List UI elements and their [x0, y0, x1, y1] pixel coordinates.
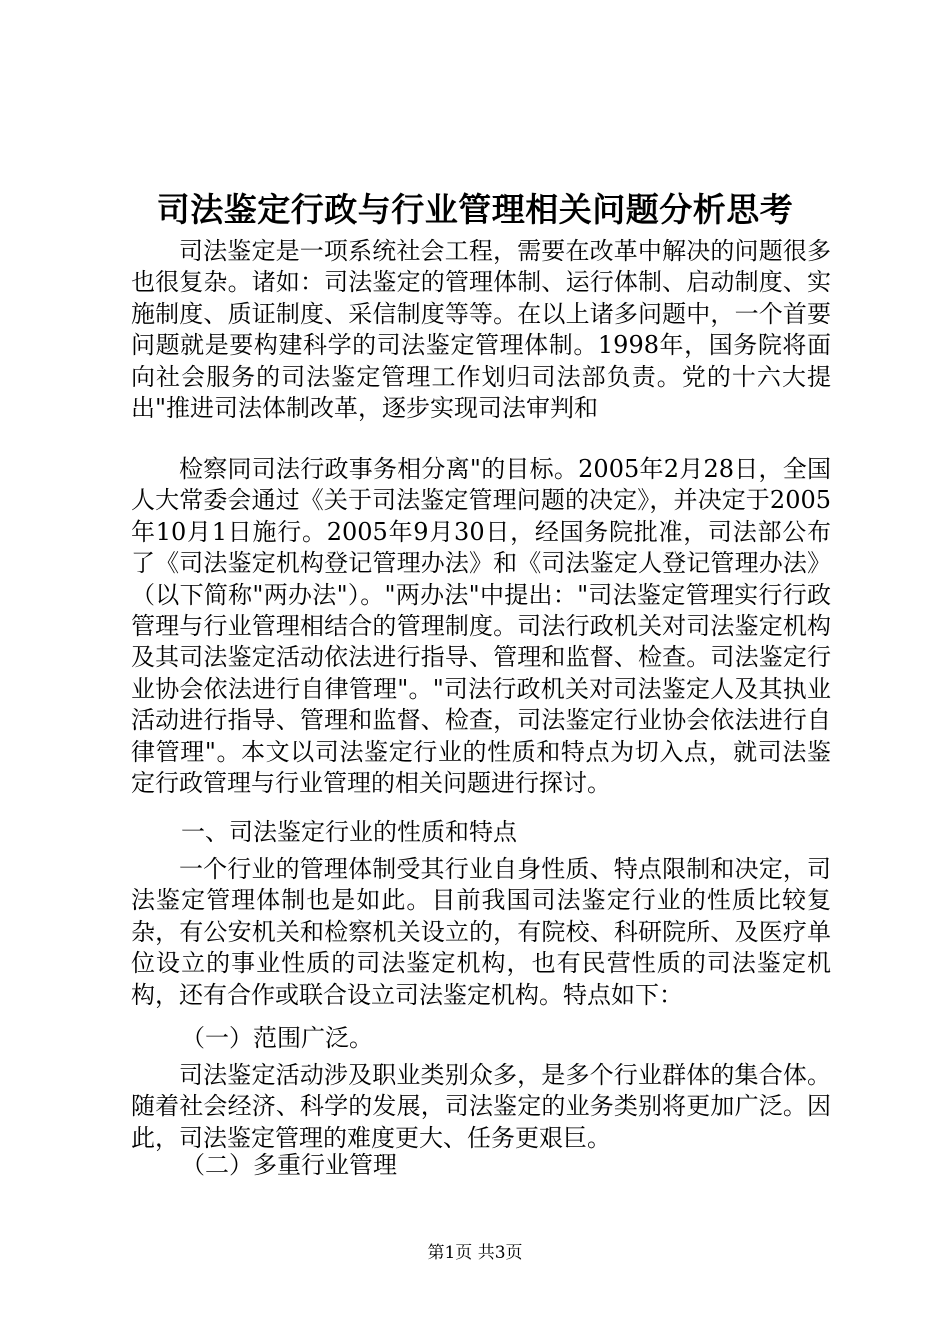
paragraph-4: 司法鉴定活动涉及职业类别众多，是多个行业群体的集合体。随着社会经济、科学的发展，司法鉴定的业务类别将更加广泛。因此，司法鉴定管理的难度更大、任务更艰巨。 [131, 1061, 831, 1152]
subheading-scope: （一）范围广泛。 [181, 1024, 373, 1052]
paragraph-3: 一个行业的管理体制受其行业自身性质、特点限制和决定，司法鉴定管理体制也是如此。目前我国司法鉴定行业的性质比较复杂，有公安机关和检察机关设立的，有院校、科研院所、及医疗单位设立的事业性质的司法鉴定机构，也有民营性质的司法鉴定机构，还有合作或联合设立司法鉴定机构。特点如下： [131, 855, 831, 1009]
section-heading: 一、司法鉴定行业的性质和特点 [181, 818, 517, 846]
page-footer: 第1页 共3页 [427, 1243, 523, 1263]
paragraph-1: 司法鉴定是一项系统社会工程，需要在改革中解决的问题很多也很复杂。诸如：司法鉴定的管理体制、运行体制、启动制度、实施制度、质证制度、采信制度等等。在以上诸多问题中，一个首要问题就是要构建科学的司法鉴定管理体制。1998年，国务院将面向社会服务的司法鉴定管理工作划归司法部负责。党的十六大提出"推进司法体制改革，逐步实现司法审判和 [131, 237, 831, 423]
subheading-management: （二）多重行业管理 [181, 1151, 397, 1179]
paragraph-2: 检察同司法行政事务相分离"的目标。2005年2月28日，全国人大常委会通过《关于司法鉴定管理问题的决定》，并决定于2005年10月1日施行。2005年9月30日，经国务院批准，司法部公布了《司法鉴定机构登记管理办法》和《司法鉴定人登记管理办法》（以下简称"两办法"）。"两办法"中提出："司法鉴定管理实行行政管理与行业管理相结合的管理制度。司法行政机关对司法鉴定机构及其司法鉴定活动依法进行指导、管理和监督、检查。司法鉴定行业协会依法进行自律管理"。"司法行政机关对司法鉴定人及其执业活动进行指导、管理和监督、检查，司法鉴定行业协会依法进行自律管理"。本文以司法鉴定行业的性质和特点为切入点，就司法鉴定行政管理与行业管理的相关问题进行探讨。 [131, 455, 831, 798]
document-title: 司法鉴定行政与行业管理相关问题分析思考 [156, 190, 794, 229]
